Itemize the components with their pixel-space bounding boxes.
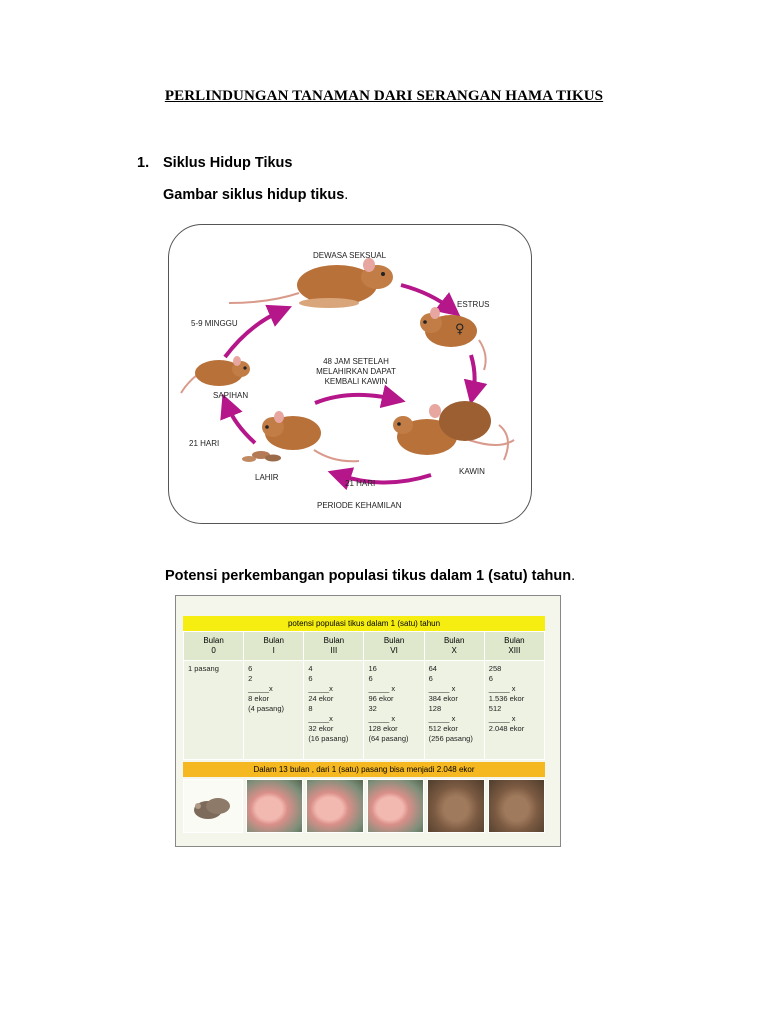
cell-line: 128 bbox=[428, 704, 442, 713]
figure1-caption bbox=[163, 187, 348, 203]
table-cell bbox=[304, 661, 364, 760]
stage-label-kawin: KAWIN bbox=[459, 467, 485, 476]
stage-label-lahir: LAHIR bbox=[255, 473, 279, 482]
cell-line: _____ x bbox=[428, 714, 456, 723]
center-note-line: MELAHIRKAN DAPAT bbox=[316, 367, 396, 376]
table-cell bbox=[364, 661, 424, 760]
cell-line: 6 bbox=[368, 674, 373, 683]
cell-line: 6 bbox=[248, 664, 253, 673]
column-header-line: 0 bbox=[211, 646, 216, 655]
cell-line: _____x bbox=[308, 684, 333, 693]
column-header-line: X bbox=[451, 646, 457, 655]
arrow-center-to-kawin bbox=[315, 395, 394, 403]
table-header-row bbox=[184, 632, 545, 661]
cell-line: _____x bbox=[248, 684, 273, 693]
cell-line: 32 bbox=[368, 704, 377, 713]
column-header bbox=[484, 632, 544, 661]
cell-line: (256 pasang) bbox=[428, 734, 473, 743]
column-header bbox=[244, 632, 304, 661]
rat-litter-photo bbox=[246, 779, 303, 833]
table-cell bbox=[424, 661, 484, 760]
cell-line: 512 ekor bbox=[428, 724, 458, 733]
cell-line: 24 ekor bbox=[308, 694, 334, 703]
duration-label-hari-bottom: 21 HARI bbox=[345, 479, 376, 488]
rat-litter-photo bbox=[367, 779, 424, 833]
cell-line: 8 bbox=[308, 704, 313, 713]
cell-line: 1 pasang bbox=[188, 664, 219, 673]
cell-line: 4 bbox=[308, 664, 313, 673]
cell-line: 8 ekor bbox=[248, 694, 270, 703]
center-note bbox=[301, 357, 411, 387]
duration-label-minggu: 5-9 MINGGU bbox=[191, 319, 238, 328]
cell-line: 258 bbox=[488, 664, 502, 673]
column-header bbox=[364, 632, 424, 661]
arrow-dewasa-to-estrus bbox=[401, 285, 451, 309]
column-header-line: XIII bbox=[508, 646, 521, 655]
column-header bbox=[424, 632, 484, 661]
estrus-rat-icon bbox=[420, 307, 486, 370]
figure2-caption bbox=[165, 568, 575, 584]
cell-line: _____ x bbox=[368, 684, 396, 693]
column-header bbox=[184, 632, 244, 661]
center-note-line: KEMBALI KAWIN bbox=[324, 377, 388, 386]
cell-line: (4 pasang) bbox=[248, 704, 285, 713]
stage-label-sapihan: SAPIHAN bbox=[213, 391, 249, 400]
cell-line: 96 ekor bbox=[368, 694, 394, 703]
cell-line: 6 bbox=[428, 674, 433, 683]
column-header-line: III bbox=[330, 646, 338, 655]
table-cell bbox=[184, 661, 244, 760]
cell-line: 32 ekor bbox=[308, 724, 334, 733]
figure2-caption-text: Potensi perkembangan populasi tikus dalam 1 (satu) tahun bbox=[165, 568, 572, 584]
column-header bbox=[304, 632, 364, 661]
arrow-estrus-to-kawin bbox=[471, 355, 475, 393]
cell-line: 2.048 ekor bbox=[488, 724, 525, 733]
population-table bbox=[183, 631, 545, 760]
column-header-line: Bulan bbox=[263, 636, 284, 645]
cell-line: 128 ekor bbox=[368, 724, 398, 733]
cell-line: 16 bbox=[368, 664, 377, 673]
column-header-line: Bulan bbox=[383, 636, 405, 645]
section-number: 1. bbox=[137, 155, 150, 171]
column-header-line: Bulan bbox=[443, 636, 465, 645]
cell-line: (64 pasang) bbox=[368, 734, 409, 743]
figure2-caption-period: . bbox=[571, 568, 576, 584]
stage-label-dewasa: DEWASA SEKSUAL bbox=[313, 251, 387, 260]
population-table-title: potensi populasi tikus dalam 1 (satu) tahun bbox=[183, 616, 545, 631]
arrow-sapihan-to-dewasa bbox=[225, 311, 281, 357]
cell-line: _____ x bbox=[488, 714, 516, 723]
column-header-line: I bbox=[272, 646, 275, 655]
cell-line: 1.536 ekor bbox=[488, 694, 525, 703]
cell-line: _____ x bbox=[488, 684, 516, 693]
document-title: PERLINDUNGAN TANAMAN DARI SERANGAN HAMA TIKUS bbox=[164, 88, 604, 104]
table-cell bbox=[244, 661, 304, 760]
rat-group-photo bbox=[427, 779, 484, 833]
table-cell bbox=[484, 661, 544, 760]
population-summary-banner: Dalam 13 bulan , dari 1 (satu) pasang bisa menjadi 2.048 ekor bbox=[183, 762, 545, 777]
cell-line: 512 bbox=[488, 704, 502, 713]
column-header-line: VI bbox=[390, 646, 398, 655]
table-row bbox=[184, 661, 545, 760]
cell-line: (16 pasang) bbox=[308, 734, 349, 743]
center-note-line: 48 JAM SETELAH bbox=[323, 357, 389, 366]
section-heading bbox=[137, 155, 292, 171]
arrow-lahir-to-sapihan bbox=[227, 405, 255, 443]
column-header-line: Bulan bbox=[323, 636, 345, 645]
figure1-caption-text: Gambar siklus hidup tikus bbox=[163, 187, 345, 203]
mother-with-pups-icon bbox=[242, 411, 359, 462]
svg-text:♀: ♀ bbox=[455, 322, 465, 337]
stage-label-estrus: ESTRUS bbox=[457, 300, 490, 309]
population-figure bbox=[183, 616, 545, 831]
adult-rat-icon bbox=[229, 258, 393, 308]
cell-line: 2 bbox=[248, 674, 253, 683]
section-heading-text: Siklus Hidup Tikus bbox=[163, 155, 293, 171]
rat-photo-strip bbox=[183, 779, 545, 831]
weaning-rat-icon bbox=[181, 356, 250, 393]
rat-litter-photo bbox=[306, 779, 363, 833]
cell-line: 64 bbox=[428, 664, 437, 673]
figure1-caption-period: . bbox=[344, 187, 349, 203]
cell-line: 6 bbox=[488, 674, 493, 683]
cell-line: _____ x bbox=[368, 714, 396, 723]
column-header-line: Bulan bbox=[504, 636, 525, 645]
stage-label-periode: PERIODE KEHAMILAN bbox=[317, 501, 402, 510]
life-cycle-diagram bbox=[168, 224, 532, 524]
rat-pair-icon bbox=[184, 780, 242, 832]
cell-line: 6 bbox=[308, 674, 313, 683]
duration-label-hari-left: 21 HARI bbox=[189, 439, 220, 448]
cell-line: 384 ekor bbox=[428, 694, 458, 703]
column-header-line: Bulan bbox=[203, 636, 224, 645]
mating-rats-icon bbox=[393, 401, 514, 460]
cell-line: _____x bbox=[308, 714, 333, 723]
rat-pair-photo bbox=[183, 779, 243, 833]
cell-line: _____ x bbox=[428, 684, 456, 693]
rat-group-photo bbox=[488, 779, 545, 833]
